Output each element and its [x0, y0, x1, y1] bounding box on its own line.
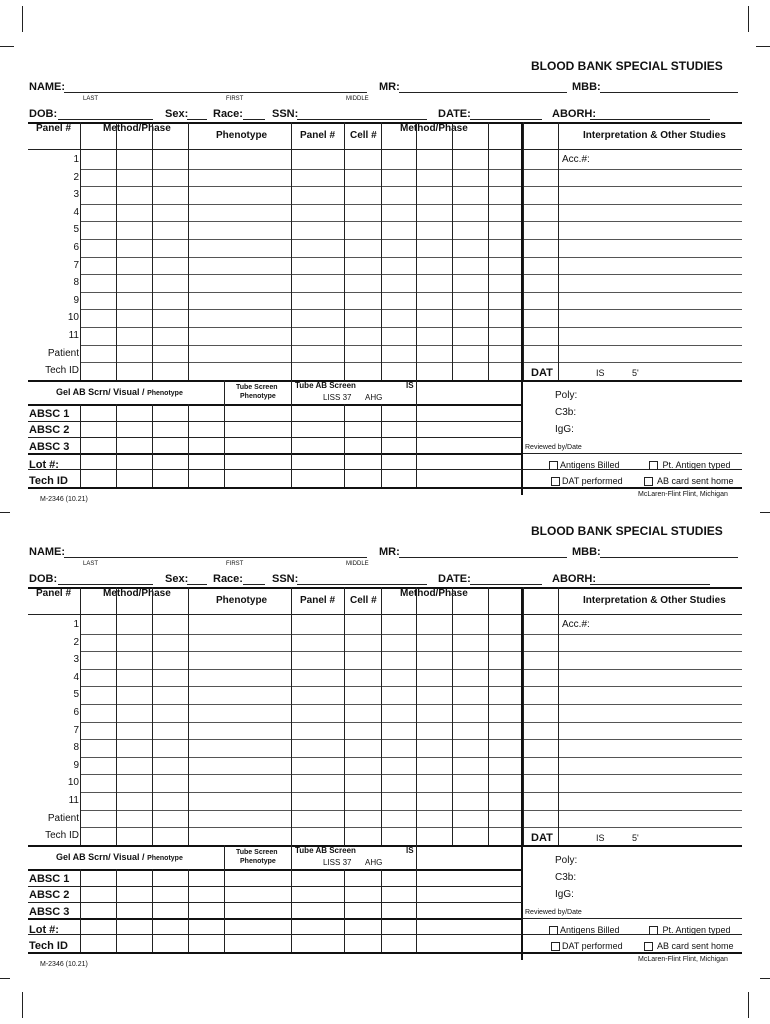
- lower-rule: [28, 902, 522, 903]
- col-rule: [523, 587, 524, 845]
- checkbox-icon[interactable]: [649, 926, 658, 935]
- checkbox-icon[interactable]: [549, 926, 558, 935]
- last-label: LAST: [83, 96, 99, 102]
- pt-antigen-typed[interactable]: Pt. Antigen typed: [649, 926, 731, 935]
- col-panel-header: Panel #: [36, 123, 72, 134]
- row-label: 1: [73, 619, 79, 630]
- col-interp-header: Interpretation & Other Studies: [583, 130, 726, 141]
- mbb-label: MBB:: [572, 546, 601, 558]
- row-rule: [80, 309, 742, 310]
- col-rule: [488, 122, 489, 380]
- acc-label: Acc.#:: [562, 619, 590, 630]
- sex-field[interactable]: [187, 584, 207, 585]
- form-title: BLOOD BANK SPECIAL STUDIES: [531, 59, 723, 73]
- tube-screen-pheno: Phenotype: [240, 393, 276, 400]
- mr-label: MR:: [379, 81, 400, 93]
- tube-screen-header: Tube Screen: [236, 849, 278, 856]
- row-rule: [80, 274, 742, 275]
- dat-label: DAT: [531, 367, 553, 379]
- absc-1: ABSC 1: [29, 873, 70, 885]
- c3b-label: C3b:: [555, 872, 577, 883]
- dob-label: DOB:: [29, 108, 58, 120]
- dat-performed[interactable]: DAT performed: [551, 942, 623, 951]
- row-rule: [80, 774, 742, 775]
- form-title: BLOOD BANK SPECIAL STUDIES: [531, 524, 723, 538]
- race-field[interactable]: [243, 584, 265, 585]
- reviewed-label: Reviewed by/Date: [525, 444, 582, 451]
- row-rule: [80, 669, 742, 670]
- lower-rule: [28, 918, 522, 920]
- antigens-billed[interactable]: Antigens Billed: [549, 461, 620, 470]
- table-header-rule: [28, 149, 742, 150]
- poly-label: Poly:: [555, 855, 578, 866]
- ab-card-sent[interactable]: AB card sent home: [644, 477, 734, 486]
- row-label: 6: [73, 707, 79, 718]
- crop-mark: [0, 978, 10, 979]
- bottom-rule: [523, 952, 742, 954]
- aborh-field[interactable]: [590, 584, 710, 585]
- dob-field[interactable]: [58, 584, 153, 585]
- sex-label: Sex:: [165, 108, 189, 120]
- row-label: 9: [73, 760, 79, 771]
- col-rule: [416, 122, 417, 380]
- lower-col-rule: [344, 869, 345, 952]
- col-rule: [488, 587, 489, 845]
- absc-1: ABSC 1: [29, 408, 70, 420]
- lower-col-rule: [80, 869, 81, 952]
- row-label: 2: [73, 172, 79, 183]
- row-rule: [80, 239, 742, 240]
- lower-rule: [28, 437, 522, 438]
- col-panel2-header: Panel #: [300, 130, 336, 141]
- row-label: 5: [73, 224, 79, 235]
- lower-col-rule: [416, 869, 417, 952]
- row-label: 10: [67, 312, 79, 323]
- col-cell-header: Cell #: [350, 595, 377, 606]
- col-rule: [416, 587, 417, 845]
- dob-field[interactable]: [58, 119, 153, 120]
- middle-label: MIDDLE: [346, 96, 369, 102]
- col-rule: [152, 122, 153, 380]
- col-phenotype-header: Phenotype: [216, 130, 268, 141]
- igg-label: IgG:: [555, 424, 574, 435]
- col-rule: [558, 122, 559, 380]
- row-rule: [80, 204, 742, 205]
- sex-label: Sex:: [165, 573, 189, 585]
- crop-mark: [760, 978, 770, 979]
- c3b-label: C3b:: [555, 407, 577, 418]
- checkbox-icon[interactable]: [551, 942, 560, 951]
- mbb-field[interactable]: [600, 92, 738, 93]
- sex-field[interactable]: [187, 119, 207, 120]
- col-method-header: Method/Phase: [103, 588, 171, 599]
- grid-bottom-rule: [28, 380, 742, 382]
- aborh-label: ABORH:: [552, 573, 596, 585]
- crop-mark: [748, 992, 749, 1018]
- tech-id-label: Tech ID: [29, 475, 68, 487]
- col-rule: [523, 122, 524, 380]
- race-label: Race:: [213, 573, 243, 585]
- row-label: 6: [73, 242, 79, 253]
- footer-code: M-2346 (10.21): [40, 961, 88, 968]
- row-label: 4: [73, 207, 79, 218]
- row-rule: [80, 757, 742, 758]
- lower-col-rule: [291, 869, 292, 952]
- acc-label: Acc.#:: [562, 154, 590, 165]
- lower-col-rule: [152, 869, 153, 952]
- lower-rule: [28, 404, 522, 406]
- race-label: Race:: [213, 108, 243, 120]
- col-rule: [116, 122, 117, 380]
- row-rule: [80, 704, 742, 705]
- col-rule: [291, 587, 292, 845]
- lower-col-rule: [416, 380, 417, 404]
- col-panel2-header: Panel #: [300, 595, 336, 606]
- row-rule: [80, 739, 742, 740]
- row-rule: [80, 169, 742, 170]
- col-cell-header: Cell #: [350, 130, 377, 141]
- row-label: 8: [73, 277, 79, 288]
- lower-rule: [28, 952, 522, 954]
- dob-label: DOB:: [29, 573, 58, 585]
- row-rule: [80, 292, 742, 293]
- col-divider: [521, 587, 523, 960]
- tube-is: IS: [406, 381, 414, 390]
- mbb-field[interactable]: [600, 557, 738, 558]
- tube-screen-header: Tube Screen: [236, 384, 278, 391]
- row-label: 2: [73, 637, 79, 648]
- date-label: DATE:: [438, 573, 471, 585]
- gel-header: Gel AB Scrn/ Visual / Phenotype: [56, 852, 183, 862]
- lower-rule: [28, 869, 522, 871]
- tube-screen-pheno: Phenotype: [240, 858, 276, 865]
- first-label: FIRST: [226, 561, 244, 567]
- lower-col-rule: [291, 380, 292, 404]
- row-label: 8: [73, 742, 79, 753]
- ssn-field[interactable]: [297, 584, 427, 585]
- col-phenotype-header: Phenotype: [216, 595, 268, 606]
- absc-3: ABSC 3: [29, 906, 70, 918]
- row-label: 7: [73, 725, 79, 736]
- row-rule: [80, 257, 742, 258]
- row-label: Patient: [47, 348, 79, 359]
- row-label: 9: [73, 295, 79, 306]
- row-rule: [80, 634, 742, 635]
- row-rule: [80, 686, 742, 687]
- aborh-field[interactable]: [590, 119, 710, 120]
- lower-col-rule: [291, 845, 292, 869]
- col-rule: [116, 587, 117, 845]
- dat-is: IS: [596, 368, 605, 378]
- row-rule: [80, 327, 742, 328]
- row-label: 4: [73, 672, 79, 683]
- lower-col-rule: [224, 869, 225, 952]
- row-label: 3: [73, 189, 79, 200]
- row-label: 3: [73, 654, 79, 665]
- col-rule: [188, 587, 189, 845]
- dat-5: 5': [632, 833, 639, 843]
- row-rule: [80, 221, 742, 222]
- checkbox-icon[interactable]: [644, 942, 653, 951]
- lower-col-rule: [224, 845, 225, 869]
- dat-label: DAT: [531, 832, 553, 844]
- col-method-header: Method/Phase: [103, 123, 171, 134]
- reviewed-rule: [523, 453, 742, 454]
- mr-field[interactable]: [399, 557, 567, 558]
- row-rule: [80, 810, 742, 811]
- ssn-label: SSN:: [272, 108, 299, 120]
- col-rule: [291, 122, 292, 380]
- date-field[interactable]: [470, 119, 542, 120]
- lower-col-rule: [116, 869, 117, 952]
- poly-label: Poly:: [555, 390, 578, 401]
- name-label: NAME:: [29, 81, 66, 93]
- row-rule: [80, 362, 742, 363]
- col-rule: [152, 587, 153, 845]
- ahg-label: AHG: [365, 393, 383, 402]
- lower-rule: [28, 453, 522, 455]
- grid-bottom-rule: [28, 845, 742, 847]
- middle-label: MIDDLE: [346, 561, 369, 567]
- lot-label: Lot #:: [29, 924, 59, 936]
- row-label: Tech ID: [45, 365, 79, 376]
- last-label: LAST: [83, 561, 99, 567]
- lower-rule: [28, 886, 522, 887]
- row-label: 11: [68, 795, 79, 806]
- col-rule: [80, 587, 81, 845]
- pt-antigen-typed[interactable]: Pt. Antigen typed: [649, 461, 731, 470]
- gel-header: Gel AB Scrn/ Visual / Phenotype: [56, 387, 183, 397]
- name-label: NAME:: [29, 546, 66, 558]
- row-rule: [80, 792, 742, 793]
- lot-label: Lot #:: [29, 459, 59, 471]
- race-field[interactable]: [243, 119, 265, 120]
- ssn-field[interactable]: [297, 119, 427, 120]
- col-rule: [452, 587, 453, 845]
- lower-col-rule: [188, 869, 189, 952]
- row-rule: [80, 345, 742, 346]
- reviewed-rule: [523, 918, 742, 919]
- row-label: 7: [73, 260, 79, 271]
- lower-col-rule: [381, 869, 382, 952]
- row-label: 1: [73, 154, 79, 165]
- name-field[interactable]: [64, 92, 367, 93]
- absc-2: ABSC 2: [29, 424, 70, 436]
- dat-5: 5': [632, 368, 639, 378]
- footer-org: McLaren-Flint Flint, Michigan: [638, 956, 728, 963]
- liss-label: LISS 37: [323, 393, 352, 402]
- igg-label: IgG:: [555, 889, 574, 900]
- row-label: 5: [73, 689, 79, 700]
- mbb-label: MBB:: [572, 81, 601, 93]
- row-rule: [80, 722, 742, 723]
- tube-ab-header: Tube AB Screen: [295, 381, 356, 390]
- dat-performed[interactable]: DAT performed: [551, 477, 623, 486]
- absc-2: ABSC 2: [29, 889, 70, 901]
- row-rule: [80, 651, 742, 652]
- ssn-label: SSN:: [272, 573, 299, 585]
- col-rule: [188, 122, 189, 380]
- row-label: Tech ID: [45, 830, 79, 841]
- blood-bank-form: [0, 465, 770, 977]
- col-rule: [80, 122, 81, 380]
- footer-org: McLaren-Flint Flint, Michigan: [638, 491, 728, 498]
- ab-card-sent[interactable]: AB card sent home: [644, 942, 734, 951]
- crop-mark: [22, 992, 23, 1018]
- mr-label: MR:: [379, 546, 400, 558]
- col-interp-header: Interpretation & Other Studies: [583, 595, 726, 606]
- aborh-label: ABORH:: [552, 108, 596, 120]
- col-rule: [381, 587, 382, 845]
- tube-ab-header: Tube AB Screen: [295, 846, 356, 855]
- lower-col-rule: [416, 845, 417, 869]
- col-method2-header: Method/Phase: [400, 123, 468, 134]
- row-label: Patient: [47, 813, 79, 824]
- lower-rule: [28, 421, 522, 422]
- row-label: 11: [68, 330, 79, 341]
- date-field[interactable]: [470, 584, 542, 585]
- col-method2-header: Method/Phase: [400, 588, 468, 599]
- row-rule: [80, 827, 742, 828]
- col-panel-header: Panel #: [36, 588, 72, 599]
- col-rule: [344, 122, 345, 380]
- ahg-label: AHG: [365, 858, 383, 867]
- col-rule: [558, 587, 559, 845]
- absc-3: ABSC 3: [29, 441, 70, 453]
- mr-field[interactable]: [399, 92, 567, 93]
- tech-id-label: Tech ID: [29, 940, 68, 952]
- lower-rule: [28, 934, 522, 935]
- date-label: DATE:: [438, 108, 471, 120]
- table-header-rule: [28, 614, 742, 615]
- col-divider: [521, 122, 523, 495]
- tube-is: IS: [406, 846, 414, 855]
- liss-label: LISS 37: [323, 858, 352, 867]
- row-rule: [80, 186, 742, 187]
- reviewed-label: Reviewed by/Date: [525, 909, 582, 916]
- col-rule: [452, 122, 453, 380]
- row-label: 10: [67, 777, 79, 788]
- dat-is: IS: [596, 833, 605, 843]
- antigens-billed[interactable]: Antigens Billed: [549, 926, 620, 935]
- lower-col-rule: [224, 380, 225, 404]
- col-rule: [344, 587, 345, 845]
- col-rule: [381, 122, 382, 380]
- name-field[interactable]: [64, 557, 367, 558]
- first-label: FIRST: [226, 96, 244, 102]
- footer-code: M-2346 (10.21): [40, 496, 88, 503]
